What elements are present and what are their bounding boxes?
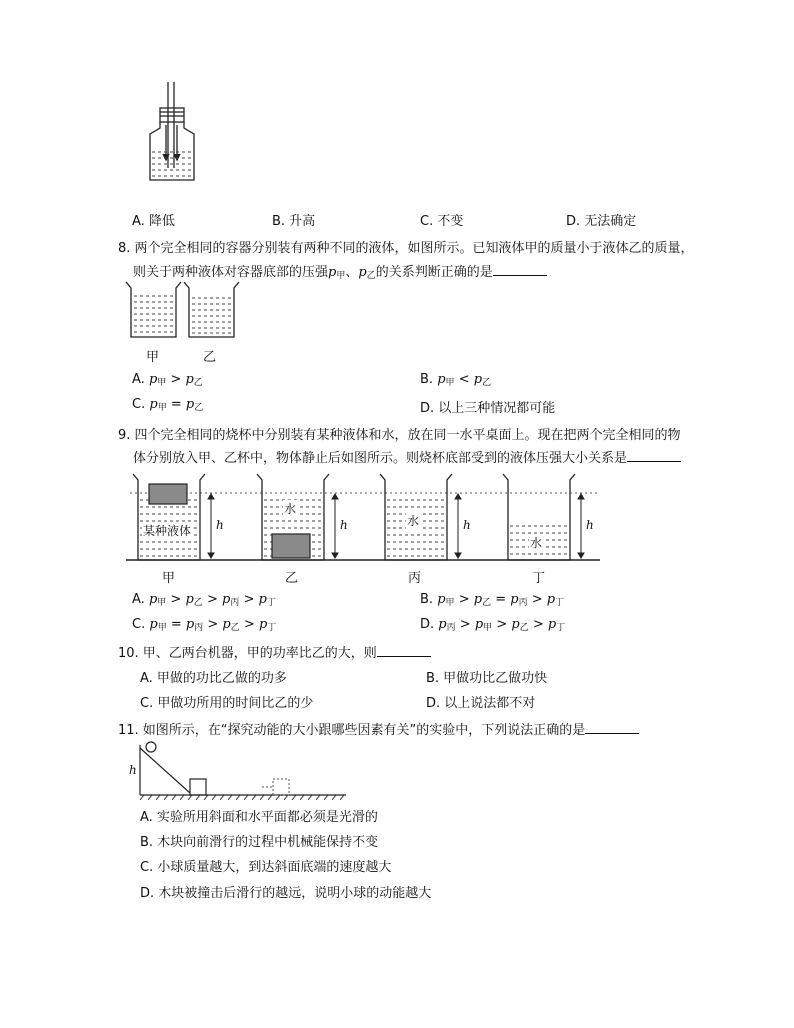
container-label-yi: 乙 (203, 350, 217, 365)
q8-option-c[interactable]: C. $p_甲 = p_乙$ (132, 397, 204, 413)
water-label-bing: 水 (407, 514, 420, 528)
beaker-label-ding: 丁 (532, 571, 546, 586)
q10-option-c[interactable]: C. 甲做功所用的时间比乙的少 (140, 696, 314, 711)
q9-option-d[interactable]: D. $p_丙 > p_甲 > p_乙 > p_丁$ (420, 617, 566, 633)
q11-option-a[interactable]: A. 实验所用斜面和水平面都必须是光滑的 (140, 810, 378, 825)
q11-option-b[interactable]: B. 木块向前滑行的过程中机械能保持不变 (140, 835, 379, 850)
ramp-h-label: h (129, 763, 137, 777)
h-label-jia: h (216, 518, 224, 532)
q8-option-b[interactable]: B. $p_甲 < p_乙$ (420, 372, 492, 388)
q8-option-d[interactable]: D. 以上三种情况都可能 (420, 401, 556, 416)
q8-stem-line2: 则关于两种液体对容器底部的压强$p_甲$、$p_乙$的关系判断正确的是 (133, 261, 547, 281)
beaker-label-yi: 乙 (285, 571, 299, 586)
container-label-jia: 甲 (146, 350, 160, 365)
h-label-bing: h (463, 518, 471, 532)
water-label-ding: 水 (530, 536, 543, 550)
q7-option-a[interactable]: A. 降低 (132, 214, 175, 229)
q7-option-c[interactable]: C. 不变 (420, 214, 464, 229)
q7-option-d[interactable]: D. 无法确定 (566, 214, 637, 229)
q9-option-c[interactable]: C. $p_甲 = p_丙 > p_乙 > p_丁$ (132, 617, 277, 633)
q11-option-d[interactable]: D. 木块被撞击后滑行的越远，说明小球的动能越大 (140, 886, 432, 901)
q8-stem-line1: 8. 两个完全相同的容器分别装有两种不同的液体，如图所示。已知液体甲的质量小于液体乙的质量， (118, 241, 694, 256)
q8-option-a[interactable]: A. $p_甲 > p_乙$ (132, 372, 203, 388)
q9-stem-line1: 9. 四个完全相同的烧杯中分别装有某种液体和水，放在同一水平桌面上。现在把两个完全相同的物 (118, 428, 681, 443)
q10-option-b[interactable]: B. 甲做功比乙做功快 (426, 671, 548, 686)
beaker-label-jia: 甲 (162, 571, 176, 586)
q10-option-d[interactable]: D. 以上说法都不对 (426, 696, 536, 711)
q9-stem-line2: 体分别放入甲、乙杯中，物体静止后如图所示。则烧杯底部受到的液体压强大小关系是 (133, 447, 681, 466)
q11-stem: 11. 如图所示，在“探究动能的大小跟哪些因素有关”的实验中，下列说法正确的是 (118, 719, 639, 738)
q9-option-b[interactable]: B. $p_甲 > p_乙 = p_丙 > p_丁$ (420, 592, 565, 608)
q7-option-b[interactable]: B. 升高 (272, 214, 316, 229)
liquid-label: 某种液体 (143, 524, 192, 538)
q9-option-a[interactable]: A. $p_甲 > p_乙 > p_丙 > p_丁$ (132, 592, 276, 608)
water-label-yi: 水 (284, 502, 297, 516)
q11-option-c[interactable]: C. 小球质量越大，到达斜面底端的速度越大 (140, 860, 392, 875)
beaker-label-bing: 丙 (408, 571, 422, 586)
h-label-ding: h (586, 518, 594, 532)
h-label-yi: h (340, 518, 348, 532)
q10-stem: 10. 甲、乙两台机器，甲的功率比乙的大，则 (118, 642, 431, 661)
q10-option-a[interactable]: A. 甲做的功比乙做的功多 (140, 671, 287, 686)
